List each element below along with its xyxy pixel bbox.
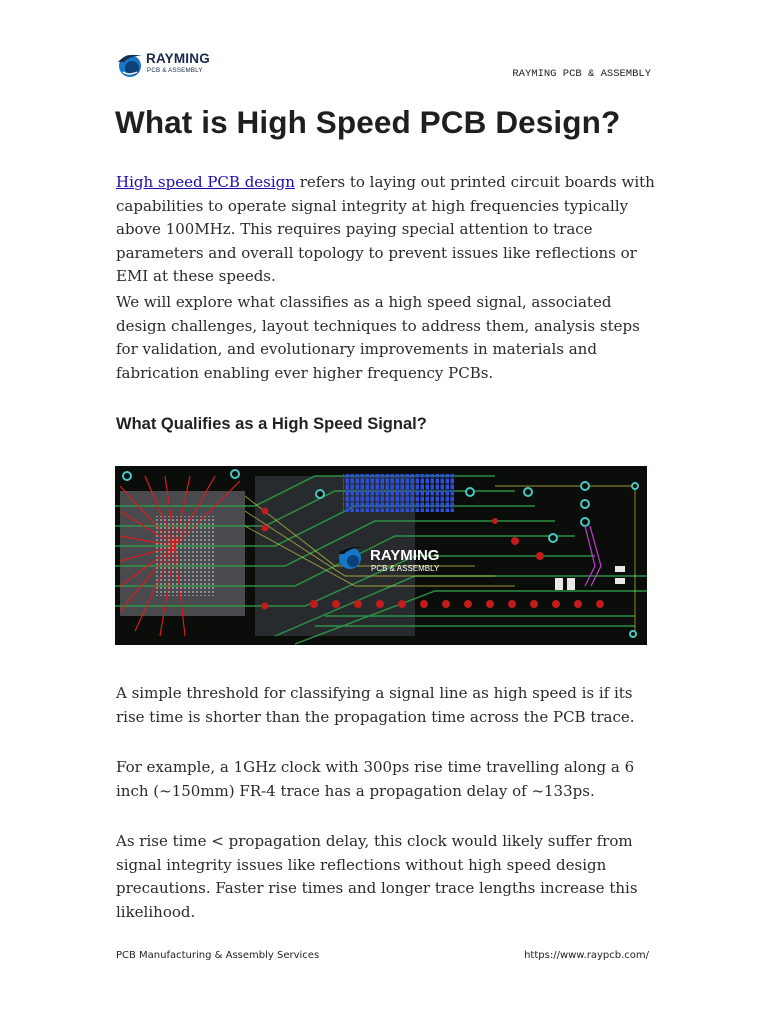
pcb-layout-image (115, 466, 647, 645)
paragraph-3: A simple threshold for classifying a signal line as high speed is if its rise time is shorter than the propagation time across the PCB trace. (116, 684, 635, 726)
high-speed-pcb-design-link[interactable]: High speed PCB design (116, 173, 295, 191)
header-company-name: RAYMING PCB & ASSEMBLY (512, 68, 651, 80)
paragraph-5: As rise time < propagation delay, this clock would likely suffer from signal integrity issues like reflections without high speed design precautions. Faster rise times and longer trace lengths increase this likelihood. (116, 832, 638, 921)
intro-paragraph (116, 171, 656, 289)
footer-url: https://www.raypcb.com/ (524, 950, 649, 961)
paragraph-4: For example, a 1GHz clock with 300ps rise time travelling along a 6 inch (~150mm) FR-4 trace has a propagation delay of ~133ps. (116, 758, 635, 800)
logo-subtitle: PCB & ASSEMBLY (147, 67, 203, 74)
rayming-logo-icon (115, 50, 145, 80)
image-logo-subtitle: PCB & ASSEMBLY (371, 564, 440, 573)
image-logo-name: RAYMING (370, 547, 440, 564)
logo-name: RAYMING (146, 51, 210, 66)
page-title: What is High Speed PCB Design? (115, 104, 621, 140)
paragraph-2: We will explore what classifies as a high speed signal, associated design challenges, layout techniques to address them, analysis steps for validation, and evolutionary improvements in materials and fabrication enabling ever higher frequency PCBs. (116, 293, 640, 382)
rayming-logo (115, 50, 225, 82)
section-heading: What Qualifies as a High Speed Signal? (116, 415, 427, 433)
intro-text: refers to laying out printed circuit boards with capabilities to operate signal integrity at high frequencies typically above 100MHz. This requires paying special attention to trace parameters and overall topology to prevent issues like reflections or EMI at these speeds. (116, 173, 655, 285)
footer-services: PCB Manufacturing & Assembly Services (116, 950, 320, 961)
